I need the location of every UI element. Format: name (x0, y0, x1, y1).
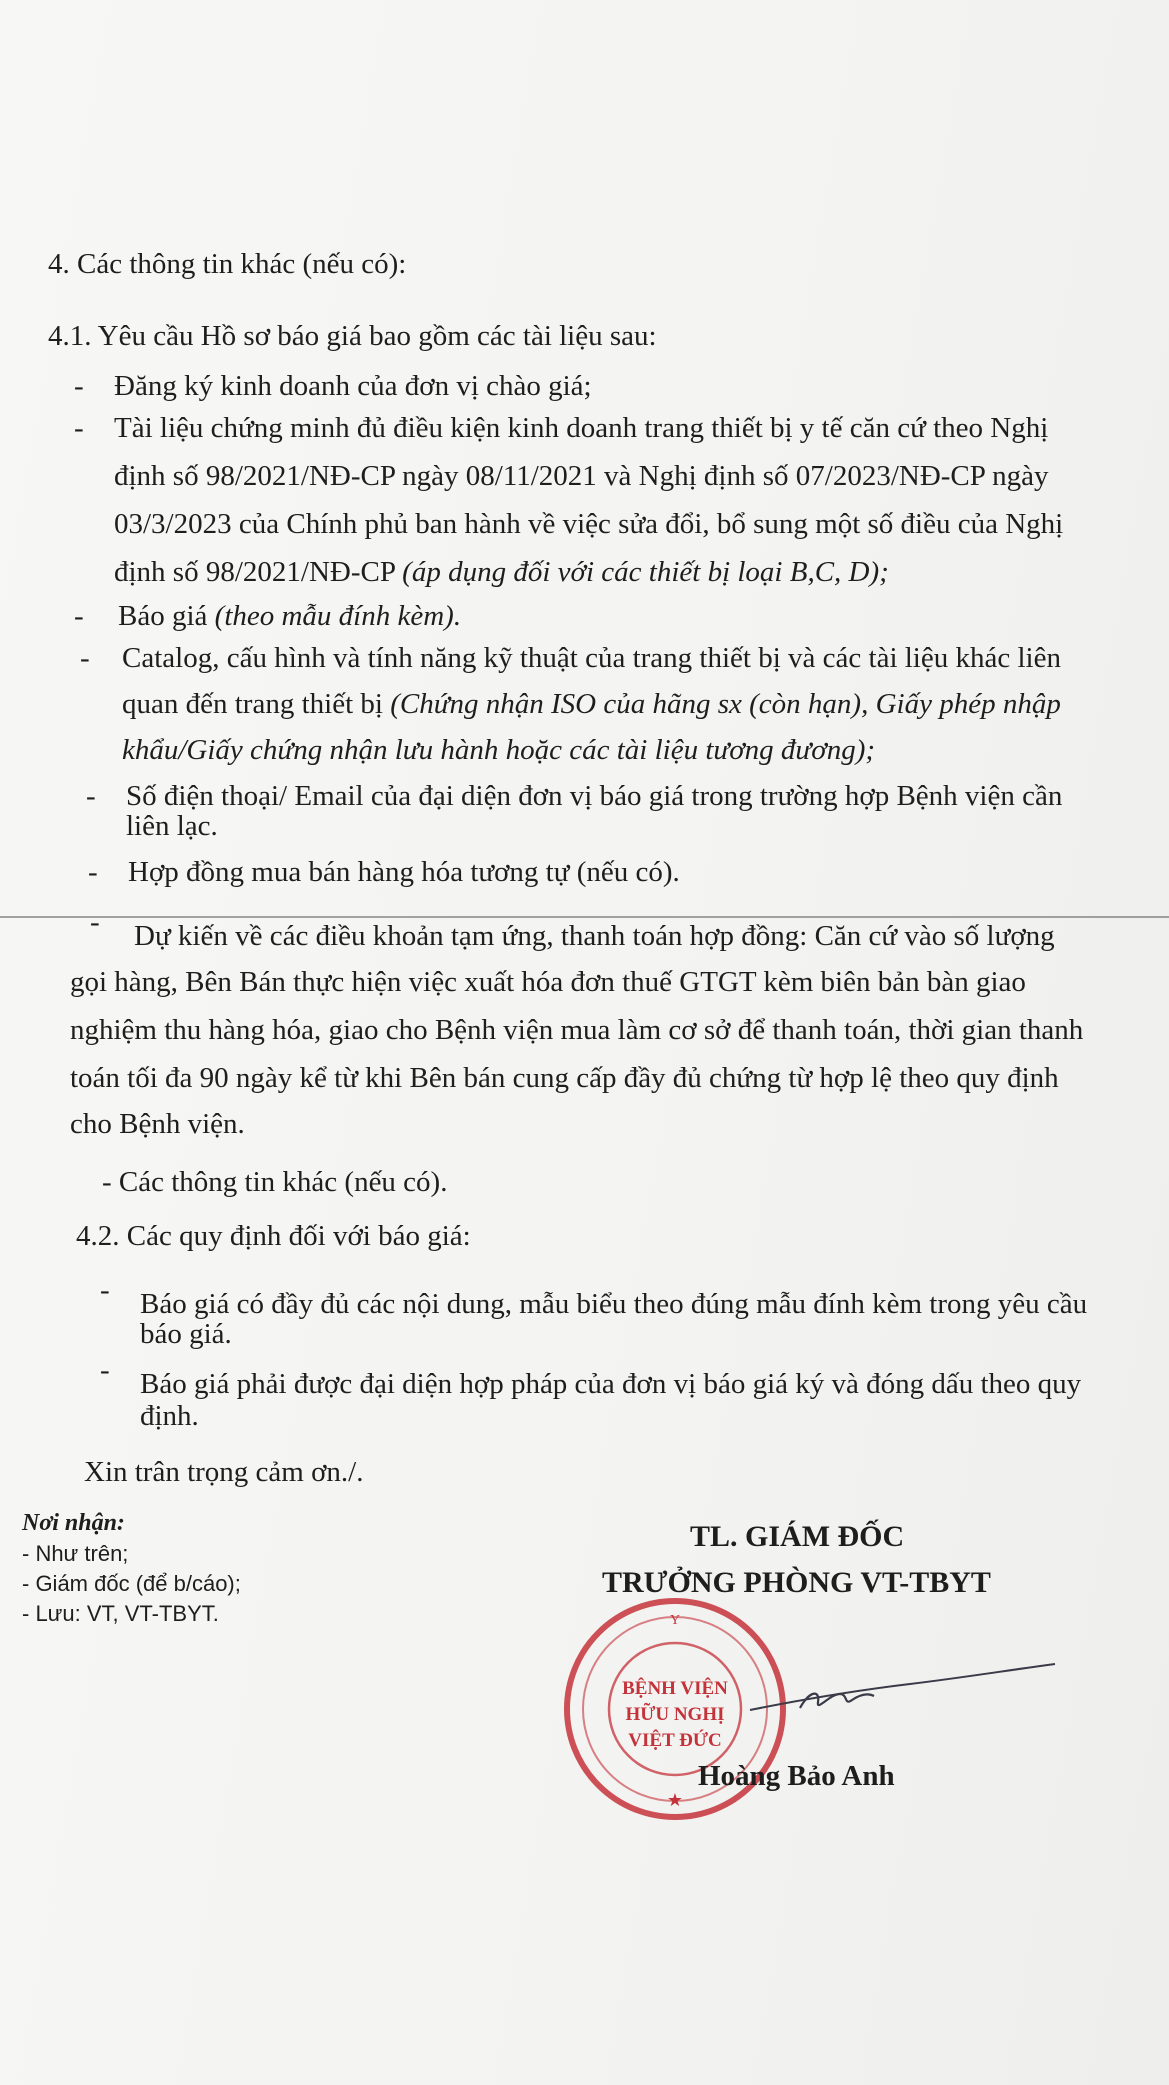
requirement-text: quan đến trang thiết bị (122, 688, 391, 720)
payment-terms-line: nghiệm thu hàng hóa, giao cho Bệnh viện mua làm cơ sở để thanh toán, thời gian thanh (70, 1014, 1084, 1046)
requirement-item (118, 598, 461, 634)
requirement-text: Báo giá (118, 600, 215, 632)
quotation-rule-line: Báo giá có đầy đủ các nội dung, mẫu biểu theo đúng mẫu đính kèm trong yêu cầu (140, 1288, 1088, 1320)
section-4-2-heading: 4.2. Các quy định đối với báo giá: (76, 1220, 471, 1252)
requirement-text: định số 98/2021/NĐ-CP (114, 556, 403, 588)
payment-terms-line: Dự kiến về các điều khoản tạm ứng, thanh toán hợp đồng: Căn cứ vào số lượng (134, 920, 1055, 952)
bullet-dash: - (86, 780, 96, 812)
section-4-1-heading: 4.1. Yêu cầu Hồ sơ báo giá bao gồm các tài liệu sau: (48, 320, 657, 352)
bullet-dash: - (100, 1354, 110, 1386)
section-4-heading: 4. Các thông tin khác (nếu có): (48, 248, 407, 280)
closing-thanks: Xin trân trọng cảm ơn./. (84, 1456, 364, 1488)
requirement-item-line (122, 686, 1061, 722)
svg-text:HỮU NGHỊ: HỮU NGHỊ (625, 1704, 725, 1725)
quotation-rule-line: Báo giá phải được đại diện hợp pháp của đơn vị báo giá ký và đóng dấu theo quy (140, 1368, 1082, 1400)
requirement-note: (theo mẫu đính kèm). (214, 600, 462, 632)
requirement-item-line (114, 554, 889, 590)
requirement-note: (áp dụng đối với các thiết bị loại B,C, D); (402, 556, 889, 588)
requirement-item-line: Tài liệu chứng minh đủ điều kiện kinh doanh trang thiết bị y tế căn cứ theo Nghị (114, 412, 1049, 444)
bullet-dash: - (100, 1274, 110, 1306)
requirement-item-line: liên lạc. (126, 810, 218, 842)
handwritten-signature (740, 1650, 1060, 1730)
signature-title: TL. GIÁM ĐỐC (690, 1520, 905, 1553)
recipient-item: - Như trên; (22, 1541, 129, 1566)
requirement-item-line: Số điện thoại/ Email của đại diện đơn vị báo giá trong trường hợp Bệnh viện cần (126, 780, 1063, 812)
quotation-rule-line: định. (140, 1400, 199, 1432)
payment-terms-line: toán tối đa 90 ngày kể từ khi Bên bán cung cấp đầy đủ chứng từ hợp lệ theo quy định (70, 1062, 1059, 1094)
bullet-dash: - (80, 642, 90, 674)
other-info-item: - Các thông tin khác (nếu có). (102, 1166, 448, 1198)
svg-text:BỆNH VIỆN: BỆNH VIỆN (622, 1678, 728, 1699)
recipients-title: Nơi nhận: (22, 1510, 125, 1536)
recipient-item: - Lưu: VT, VT-TBYT. (22, 1601, 219, 1626)
bullet-dash: - (90, 906, 100, 938)
requirement-item: Đăng ký kinh doanh của đơn vị chào giá; (114, 370, 592, 402)
signature-position: TRƯỞNG PHÒNG VT-TBYT (602, 1566, 991, 1599)
bullet-dash: - (88, 856, 98, 888)
requirement-item: Hợp đồng mua bán hàng hóa tương tự (nếu có). (128, 856, 680, 888)
quotation-rule-line: báo giá. (140, 1318, 232, 1350)
payment-terms-line: gọi hàng, Bên Bán thực hiện việc xuất hóa đơn thuế GTGT kèm biên bản bàn giao (70, 966, 1026, 998)
bullet-dash: - (74, 370, 84, 402)
svg-text:★: ★ (666, 1790, 684, 1810)
signer-name: Hoàng Bảo Anh (698, 1760, 895, 1792)
svg-text:Y: Y (669, 1613, 681, 1628)
payment-terms-line: cho Bệnh viện. (70, 1108, 245, 1140)
requirement-item-line: định số 98/2021/NĐ-CP ngày 08/11/2021 và Nghị định số 07/2023/NĐ-CP ngày (114, 460, 1049, 492)
bullet-dash: - (74, 600, 84, 632)
requirement-note: (Chứng nhận ISO của hãng sx (còn hạn), Giấy phép nhập (390, 688, 1061, 720)
bullet-dash: - (74, 412, 84, 444)
requirement-item-line: 03/3/2023 của Chính phủ ban hành về việc sửa đổi, bổ sung một số điều của Nghị (114, 508, 1064, 540)
recipient-item: - Giám đốc (để b/cáo); (22, 1571, 241, 1596)
requirement-item-line: Catalog, cấu hình và tính năng kỹ thuật của trang thiết bị và các tài liệu khác liên (122, 642, 1061, 674)
requirement-note: khẩu/Giấy chứng nhận lưu hành hoặc các tài liệu tương đương); (122, 734, 876, 766)
svg-text:VIỆT ĐỨC: VIỆT ĐỨC (628, 1730, 722, 1751)
